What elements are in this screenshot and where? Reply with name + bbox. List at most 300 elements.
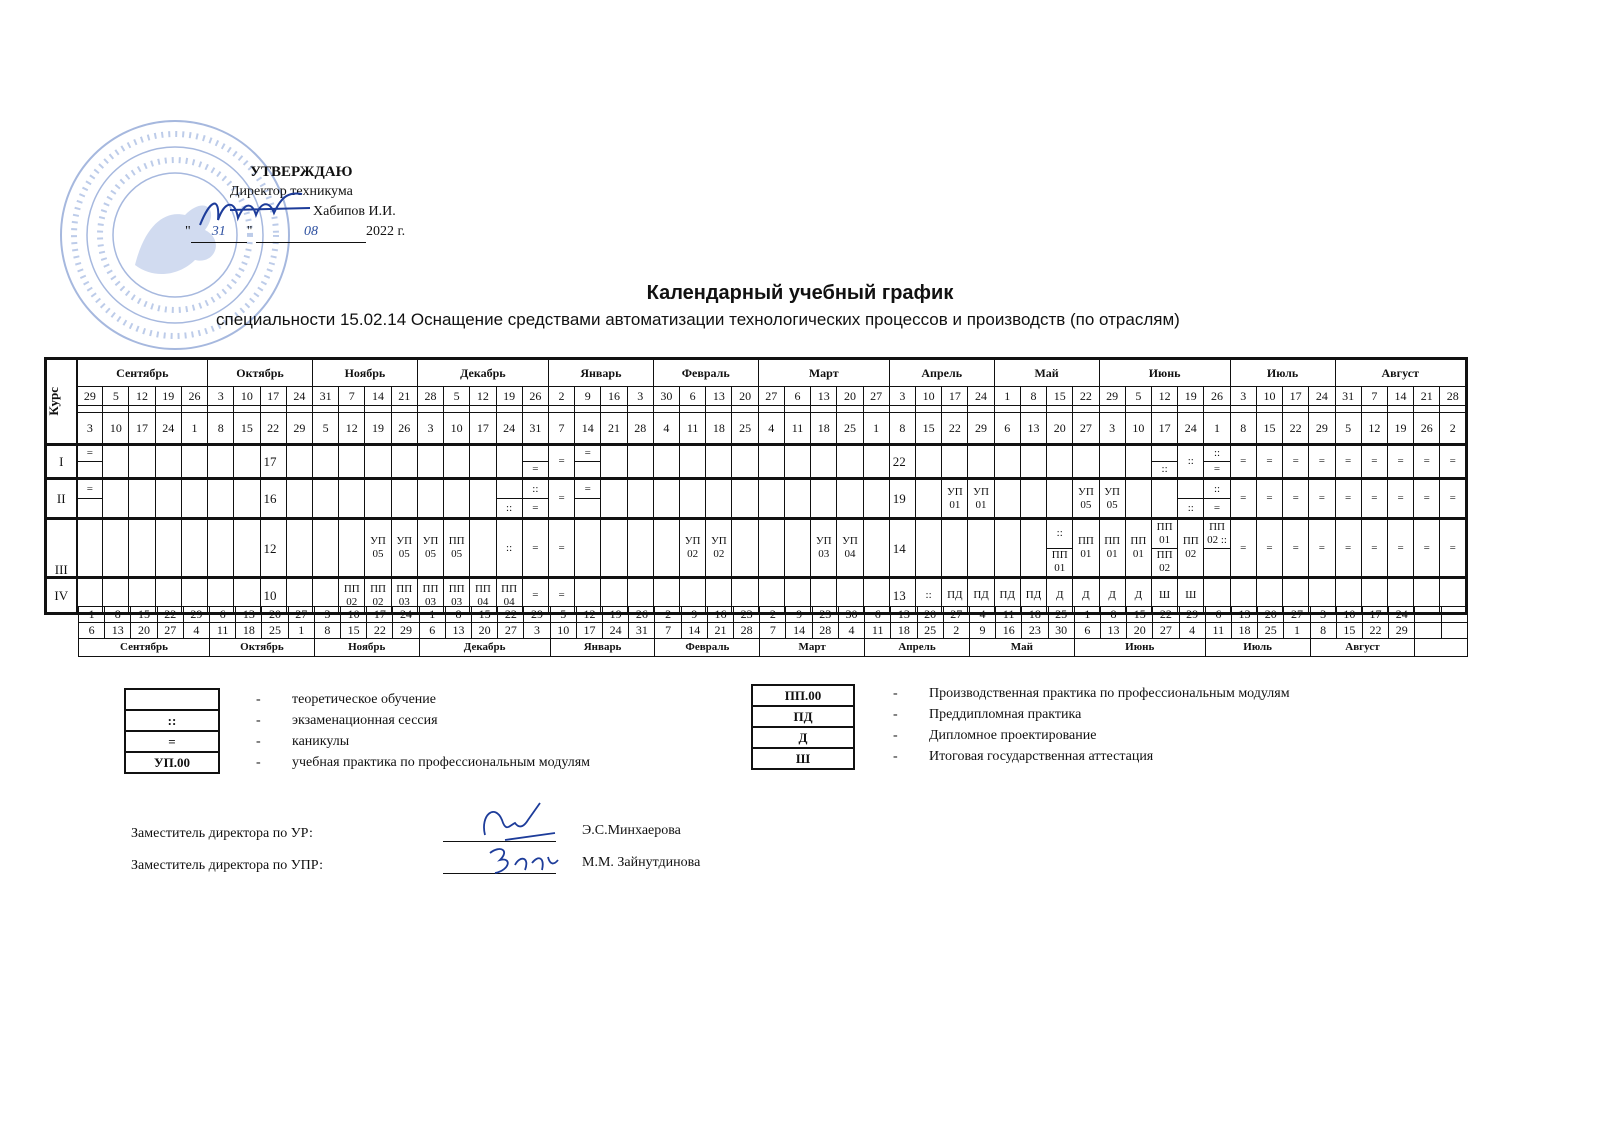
spacer-cell <box>1047 406 1073 413</box>
legend-dash: - <box>256 734 261 749</box>
spacer-cell <box>916 406 942 413</box>
legend-description: учебная практика по профессиональным модулям <box>292 755 591 770</box>
month-header: Ноябрь <box>312 359 417 387</box>
week-end-date: 24 <box>155 413 181 445</box>
schedule-cell: 14 <box>889 519 915 578</box>
schedule-cell: ПП 01 <box>1073 519 1099 578</box>
bottom-date: 11 <box>865 623 891 639</box>
week-start-date: 26 <box>1204 387 1230 406</box>
schedule-cell: = <box>548 578 574 614</box>
week-end-date: 4 <box>758 413 784 445</box>
schedule-cell <box>1047 445 1073 479</box>
director-signature <box>190 180 320 240</box>
bottom-date: 22 <box>1362 623 1388 639</box>
legend-code: = <box>125 731 219 752</box>
schedule-cell <box>312 479 338 519</box>
bottom-date: 9 <box>969 623 995 639</box>
schedule-cell <box>103 445 129 479</box>
week-end-date: 29 <box>286 413 312 445</box>
bottom-date: 16 <box>707 607 733 623</box>
approval-month: 08 <box>256 222 366 243</box>
schedule-cell: ПП 04 <box>470 578 496 614</box>
spacer-cell <box>994 406 1020 413</box>
spacer-cell <box>1178 406 1204 413</box>
week-start-row <box>46 387 1467 406</box>
spacer-cell <box>1125 406 1151 413</box>
schedule-cell-split <box>77 445 103 479</box>
spacer-cell <box>1151 406 1177 413</box>
course-row-1 <box>46 445 1467 479</box>
bottom-date: 21 <box>707 623 733 639</box>
schedule-cell-split <box>522 479 548 519</box>
schedule-cell: = <box>1414 445 1440 479</box>
cell-top: = <box>78 446 103 462</box>
bottom-date: 24 <box>393 607 419 623</box>
week-end-date: 3 <box>417 413 443 445</box>
week-start-date: 9 <box>575 387 601 406</box>
schedule-cell <box>968 445 994 479</box>
schedule-cell: = <box>1387 479 1413 519</box>
legend-item <box>893 683 1290 704</box>
week-start-date: 17 <box>1283 387 1309 406</box>
week-end-date: 8 <box>1230 413 1256 445</box>
schedule-cell <box>339 445 365 479</box>
bottom-date: 17 <box>1362 607 1388 623</box>
bottom-date: 11 <box>210 623 236 639</box>
schedule-cell <box>470 445 496 479</box>
schedule-cell <box>1125 479 1151 519</box>
schedule-cell: ПП 02 <box>365 578 391 614</box>
schedule-cell <box>706 445 732 479</box>
schedule-cell <box>444 445 470 479</box>
bottom-date: 29 <box>1389 623 1415 639</box>
schedule-grid <box>44 357 1468 615</box>
cell-bottom <box>575 499 600 517</box>
schedule-cell <box>365 445 391 479</box>
schedule-cell: = <box>548 445 574 479</box>
legend-description: теоретическое обучение <box>292 692 436 707</box>
course-row-3 <box>46 519 1467 578</box>
week-start-date: 27 <box>758 387 784 406</box>
schedule-cell <box>103 519 129 578</box>
bottom-date: 8 <box>1100 607 1126 623</box>
schedule-cell <box>391 479 417 519</box>
schedule-cell <box>758 445 784 479</box>
spacer-cell <box>1414 406 1440 413</box>
schedule-cell <box>784 519 810 578</box>
legend-item <box>893 725 1290 746</box>
week-end-date: 29 <box>1309 413 1335 445</box>
week-start-date: 6 <box>784 387 810 406</box>
bottom-date: 27 <box>498 623 524 639</box>
bottom-date: 5 <box>550 607 576 623</box>
schedule-cell: ПП 03 <box>417 578 443 614</box>
week-start-date: 29 <box>77 387 103 406</box>
schedule-cell: = <box>1361 519 1387 578</box>
week-end-date: 10 <box>103 413 129 445</box>
schedule-cell: УП 04 <box>837 519 863 578</box>
bottom-date: 14 <box>786 623 812 639</box>
legend-dash: - <box>893 707 898 722</box>
schedule-cell: ПП 01 <box>1099 519 1125 578</box>
week-start-date: 19 <box>496 387 522 406</box>
spacer-cell <box>103 406 129 413</box>
schedule-cell: ПП 03 <box>391 578 417 614</box>
schedule-cell <box>129 445 155 479</box>
schedule-cell <box>994 519 1020 578</box>
week-end-date: 3 <box>1099 413 1125 445</box>
schedule-cell <box>680 479 706 519</box>
schedule-cell <box>784 479 810 519</box>
spacer-cell <box>653 406 679 413</box>
week-start-date: 30 <box>653 387 679 406</box>
cell-top <box>1178 480 1203 499</box>
bottom-date: 8 <box>314 623 340 639</box>
legend-row <box>752 706 854 727</box>
bottom-date: 30 <box>838 607 864 623</box>
bottom-date: 17 <box>367 607 393 623</box>
schedule-cell <box>837 479 863 519</box>
bottom-date: 1 <box>1074 607 1100 623</box>
schedule-cell <box>784 445 810 479</box>
spacer-cell <box>417 406 443 413</box>
schedule-cell <box>758 479 784 519</box>
spacer-cell <box>889 406 915 413</box>
week-end-date: 14 <box>575 413 601 445</box>
week-end-date: 19 <box>1387 413 1413 445</box>
week-start-date: 28 <box>1440 387 1467 406</box>
week-end-date: 25 <box>837 413 863 445</box>
legend-row <box>125 710 219 731</box>
schedule-cell <box>234 479 260 519</box>
bottom-date: 18 <box>1022 607 1048 623</box>
schedule-cell: = <box>522 578 548 614</box>
week-start-date: 3 <box>1230 387 1256 406</box>
schedule-cell: УП 05 <box>1073 479 1099 519</box>
week-end-date: 27 <box>1073 413 1099 445</box>
schedule-cell: ПД <box>942 578 968 614</box>
bottom-month: Июнь <box>1074 639 1205 657</box>
month-header-row <box>46 359 1467 387</box>
schedule-cell <box>417 479 443 519</box>
bottom-date <box>1415 623 1441 639</box>
spacer-cell <box>1204 406 1230 413</box>
spacer-cell <box>811 406 837 413</box>
bottom-month: Ноябрь <box>314 639 419 657</box>
schedule-cell <box>391 445 417 479</box>
course-label: III <box>46 519 77 578</box>
week-end-date: 18 <box>706 413 732 445</box>
director-position: Директор техникума <box>230 184 353 199</box>
spacer-cell <box>444 406 470 413</box>
week-start-date: 3 <box>627 387 653 406</box>
legend-dash: - <box>256 755 261 770</box>
bottom-date: 15 <box>1127 607 1153 623</box>
bottom-date: 25 <box>262 623 288 639</box>
legend-dash: - <box>893 749 898 764</box>
week-end-date: 12 <box>1361 413 1387 445</box>
spacer-cell <box>1230 406 1256 413</box>
signature-role-upr: Заместитель директора по УПР: <box>131 858 323 873</box>
schedule-cell: 16 <box>260 479 286 519</box>
schedule-cell <box>1020 519 1046 578</box>
spacer-cell <box>391 406 417 413</box>
bottom-date: 8 <box>445 607 471 623</box>
legend-description: экзаменационная сессия <box>292 713 438 728</box>
schedule-bottom-dates <box>78 606 1468 657</box>
spacer-cell <box>601 406 627 413</box>
bottom-month: Февраль <box>655 639 760 657</box>
bottom-date: 4 <box>838 623 864 639</box>
bottom-date: 20 <box>262 607 288 623</box>
schedule-cell-split <box>1047 519 1073 578</box>
spacer-cell <box>1361 406 1387 413</box>
week-start-date: 22 <box>1073 387 1099 406</box>
schedule-cell <box>680 445 706 479</box>
week-end-date: 11 <box>680 413 706 445</box>
schedule-cell: = <box>1230 445 1256 479</box>
schedule-cell <box>653 479 679 519</box>
bottom-date: 28 <box>812 623 838 639</box>
bottom-date <box>1441 607 1467 623</box>
cell-top: = <box>575 480 600 499</box>
schedule-cell: = <box>1335 445 1361 479</box>
month-header: Октябрь <box>208 359 313 387</box>
schedule-cell: = <box>1309 479 1335 519</box>
schedule-cell <box>208 445 234 479</box>
schedule-cell: ПД <box>994 578 1020 614</box>
spacer-cell <box>1073 406 1099 413</box>
schedule-cell: УП 05 <box>391 519 417 578</box>
week-end-date: 5 <box>1335 413 1361 445</box>
bottom-date: 26 <box>629 607 655 623</box>
legend-description: Производственная практика по профессиональным модулям <box>929 686 1290 701</box>
bottom-date: 25 <box>1048 607 1074 623</box>
schedule-cell: УП 02 <box>706 519 732 578</box>
bottom-date: 6 <box>419 623 445 639</box>
spacer-cell <box>837 406 863 413</box>
spacer-cell <box>1099 406 1125 413</box>
month-header: Январь <box>548 359 653 387</box>
bottom-date: 4 <box>183 623 209 639</box>
schedule-cell-split <box>1204 479 1230 519</box>
week-end-date: 24 <box>1178 413 1204 445</box>
schedule-cell <box>77 519 103 578</box>
schedule-cell <box>234 445 260 479</box>
bottom-date: 31 <box>629 623 655 639</box>
schedule-cell: :: <box>496 519 522 578</box>
week-start-date: 24 <box>1309 387 1335 406</box>
week-end-date: 26 <box>391 413 417 445</box>
week-start-date: 20 <box>837 387 863 406</box>
week-end-date: 28 <box>627 413 653 445</box>
signature-role-ur: Заместитель директора по УР: <box>131 826 313 841</box>
legend-row <box>752 685 854 706</box>
spacer-cell <box>260 406 286 413</box>
schedule-cell <box>863 445 889 479</box>
bottom-date: 24 <box>1389 607 1415 623</box>
schedule-cell-split <box>1178 479 1204 519</box>
schedule-cell <box>181 479 207 519</box>
bottom-date: 27 <box>1153 623 1179 639</box>
week-start-date: 10 <box>234 387 260 406</box>
week-start-date: 7 <box>339 387 365 406</box>
bottom-date: 1 <box>288 623 314 639</box>
week-start-date: 16 <box>601 387 627 406</box>
legend-row <box>125 689 219 710</box>
spacer-cell <box>968 406 994 413</box>
legend-right-codes <box>751 684 855 770</box>
schedule-cell: = <box>548 519 574 578</box>
week-start-date: 3 <box>889 387 915 406</box>
bottom-date: 1 <box>419 607 445 623</box>
schedule-cell <box>732 479 758 519</box>
bottom-date: 22 <box>157 607 183 623</box>
spacer-cell <box>181 406 207 413</box>
schedule-cell <box>155 479 181 519</box>
legend-left-codes <box>124 688 220 774</box>
schedule-cell-split <box>575 479 601 519</box>
schedule-cell: УП 02 <box>680 519 706 578</box>
week-start-date: 7 <box>1361 387 1387 406</box>
bottom-date: 3 <box>524 623 550 639</box>
legend-description: Итоговая государственная аттестация <box>929 749 1154 764</box>
schedule-cell <box>863 479 889 519</box>
bottom-date: 8 <box>1310 623 1336 639</box>
bottom-date: 22 <box>1153 607 1179 623</box>
schedule-cell <box>1020 479 1046 519</box>
bottom-date: 12 <box>576 607 602 623</box>
spacer-cell <box>758 406 784 413</box>
schedule-cell: ПП 02 <box>1178 519 1204 578</box>
bottom-month <box>1415 639 1468 657</box>
bottom-date: 20 <box>472 623 498 639</box>
week-end-date: 11 <box>784 413 810 445</box>
schedule-cell <box>339 519 365 578</box>
spacer-cell <box>522 406 548 413</box>
bottom-date: 10 <box>341 607 367 623</box>
schedule-cell: УП 03 <box>811 519 837 578</box>
schedule-cell: = <box>1335 479 1361 519</box>
spacer-cell <box>1387 406 1413 413</box>
spacer-cell <box>155 406 181 413</box>
bottom-date: 11 <box>1205 623 1231 639</box>
week-start-date: 19 <box>155 387 181 406</box>
schedule-cell: = <box>548 479 574 519</box>
schedule-cell <box>286 479 312 519</box>
bottom-date: 6 <box>210 607 236 623</box>
schedule-cell: = <box>1283 519 1309 578</box>
week-start-date: 21 <box>1414 387 1440 406</box>
bottom-date: 9 <box>681 607 707 623</box>
week-start-date: 14 <box>365 387 391 406</box>
week-start-date: 15 <box>1047 387 1073 406</box>
legend-row <box>125 752 219 773</box>
course-label: II <box>46 479 77 519</box>
cell-bottom <box>575 462 600 477</box>
month-header: Июль <box>1230 359 1335 387</box>
legend-code: УП.00 <box>125 752 219 773</box>
week-end-date: 12 <box>339 413 365 445</box>
week-end-date: 8 <box>208 413 234 445</box>
legend-dash: - <box>256 713 261 728</box>
schedule-cell <box>444 479 470 519</box>
schedule-cell <box>1151 479 1177 519</box>
legend-code: Ш <box>752 748 854 769</box>
bottom-date: 6 <box>1074 623 1100 639</box>
cell-bottom: = <box>1213 463 1221 475</box>
schedule-cell-split <box>1151 445 1177 479</box>
schedule-cell <box>339 479 365 519</box>
bottom-month: Август <box>1310 639 1415 657</box>
month-header: Май <box>994 359 1099 387</box>
week-start-date: 5 <box>103 387 129 406</box>
schedule-cell <box>916 445 942 479</box>
bottom-date: 8 <box>105 607 131 623</box>
schedule-cell <box>575 519 601 578</box>
schedule-cell-split <box>496 479 522 519</box>
week-start-date: 12 <box>129 387 155 406</box>
approval-year: 2022 г. <box>365 224 406 239</box>
schedule-cell <box>758 519 784 578</box>
cell-bottom: ПП 01 <box>1051 549 1068 575</box>
spacer-cell <box>1256 406 1282 413</box>
schedule-cell <box>1020 445 1046 479</box>
bottom-date: 10 <box>550 623 576 639</box>
week-start-date: 2 <box>548 387 574 406</box>
cell-top: :: <box>1047 520 1072 549</box>
schedule-cell <box>470 479 496 519</box>
bottom-month: Сентябрь <box>79 639 210 657</box>
schedule-cell: ПД <box>968 578 994 614</box>
schedule-cell: = <box>1309 445 1335 479</box>
schedule-cell-split <box>1204 445 1230 479</box>
schedule-cell <box>234 519 260 578</box>
bottom-date: 7 <box>760 623 786 639</box>
week-start-date: 17 <box>942 387 968 406</box>
week-end-date: 1 <box>863 413 889 445</box>
bottom-date <box>1441 623 1467 639</box>
week-start-date: 31 <box>1335 387 1361 406</box>
legend-code: Д <box>752 727 854 748</box>
bottom-date: 18 <box>1231 623 1257 639</box>
bottom-date: 24 <box>603 623 629 639</box>
schedule-cell: 22 <box>889 445 915 479</box>
kurs-header <box>46 359 77 445</box>
cell-top: :: <box>523 480 548 499</box>
week-end-date: 3 <box>77 413 103 445</box>
bottom-month: Май <box>969 639 1074 657</box>
schedule-cell: = <box>1256 445 1282 479</box>
bottom-date: 9 <box>786 607 812 623</box>
bottom-date: 1 <box>1284 623 1310 639</box>
week-end-date: 1 <box>1204 413 1230 445</box>
week-end-date: 24 <box>496 413 522 445</box>
bottom-date-row <box>79 607 1468 623</box>
spacer-cell <box>627 406 653 413</box>
schedule-cell <box>601 519 627 578</box>
week-end-date: 13 <box>1020 413 1046 445</box>
bottom-date: 27 <box>1284 607 1310 623</box>
bottom-month: Март <box>760 639 865 657</box>
week-end-date: 10 <box>1125 413 1151 445</box>
cell-top <box>523 446 548 462</box>
signature-name-ur: Э.С.Минхаерова <box>582 823 681 838</box>
legend-description: Преддипломная практика <box>929 707 1082 722</box>
course-label: IV <box>46 578 77 614</box>
legend-item <box>893 704 1290 725</box>
bottom-date: 27 <box>943 607 969 623</box>
